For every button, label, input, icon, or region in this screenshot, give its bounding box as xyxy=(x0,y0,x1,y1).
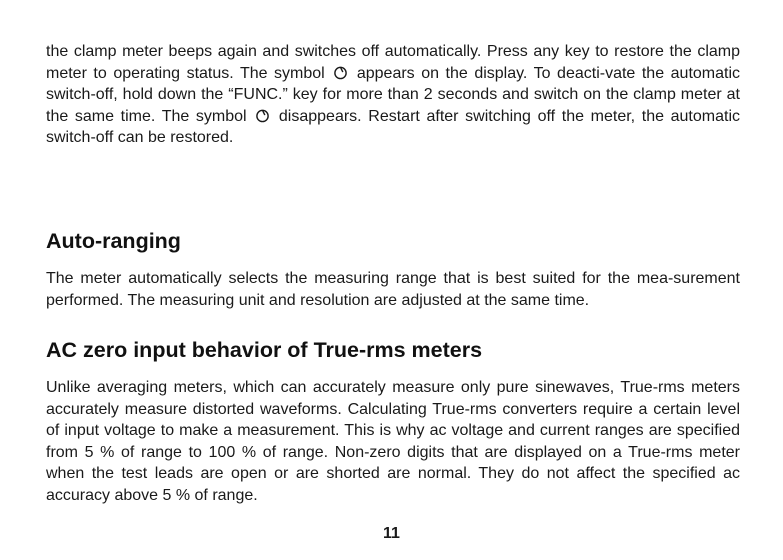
page-number: 11 xyxy=(383,525,400,542)
auto-power-off-paragraph xyxy=(46,41,740,149)
auto-ranging-heading: Auto-ranging xyxy=(46,229,181,253)
power-off-timer-icon xyxy=(255,108,270,123)
ac-zero-paragraph: Unlike averaging meters, which can accurately measure only pure sinewaves, True-rms meters accurately measure distorted waveforms. Calculating True-rms converters require a certain level of input voltage to make a measurement. This is why ac voltage and current ranges are specified from 5 % of range to 100 % of range. Non-zero digits that are displayed on a True-rms meter when the test leads are open or are shorted are normal. They do not affect the specified ac accuracy above 5 % of range. xyxy=(46,379,740,504)
paragraph-text-part-2: appears on the display. To deacti-vate the automatic switch-off, hold down the “FUNC.” key for more than 2 seconds and switch on the clamp meter at the same time. The symbol xyxy=(46,64,741,125)
auto-ranging-paragraph: The meter automatically selects the measuring range that is best suited for the mea-surement performed. The measuring unit and resolution are adjusted at the same time. xyxy=(46,270,740,309)
paragraph-text-part-3: disappears. Restart after switching off the meter, the automatic switch-off can be restored. xyxy=(46,107,741,147)
ac-zero-heading: AC zero input behavior of True-rms meters xyxy=(46,338,483,362)
power-off-timer-icon xyxy=(333,65,348,80)
paragraph-text-part-1: the clamp meter beeps again and switches off automatically. Press any key to restore the clamp meter to operating status. The symbol xyxy=(46,43,740,82)
